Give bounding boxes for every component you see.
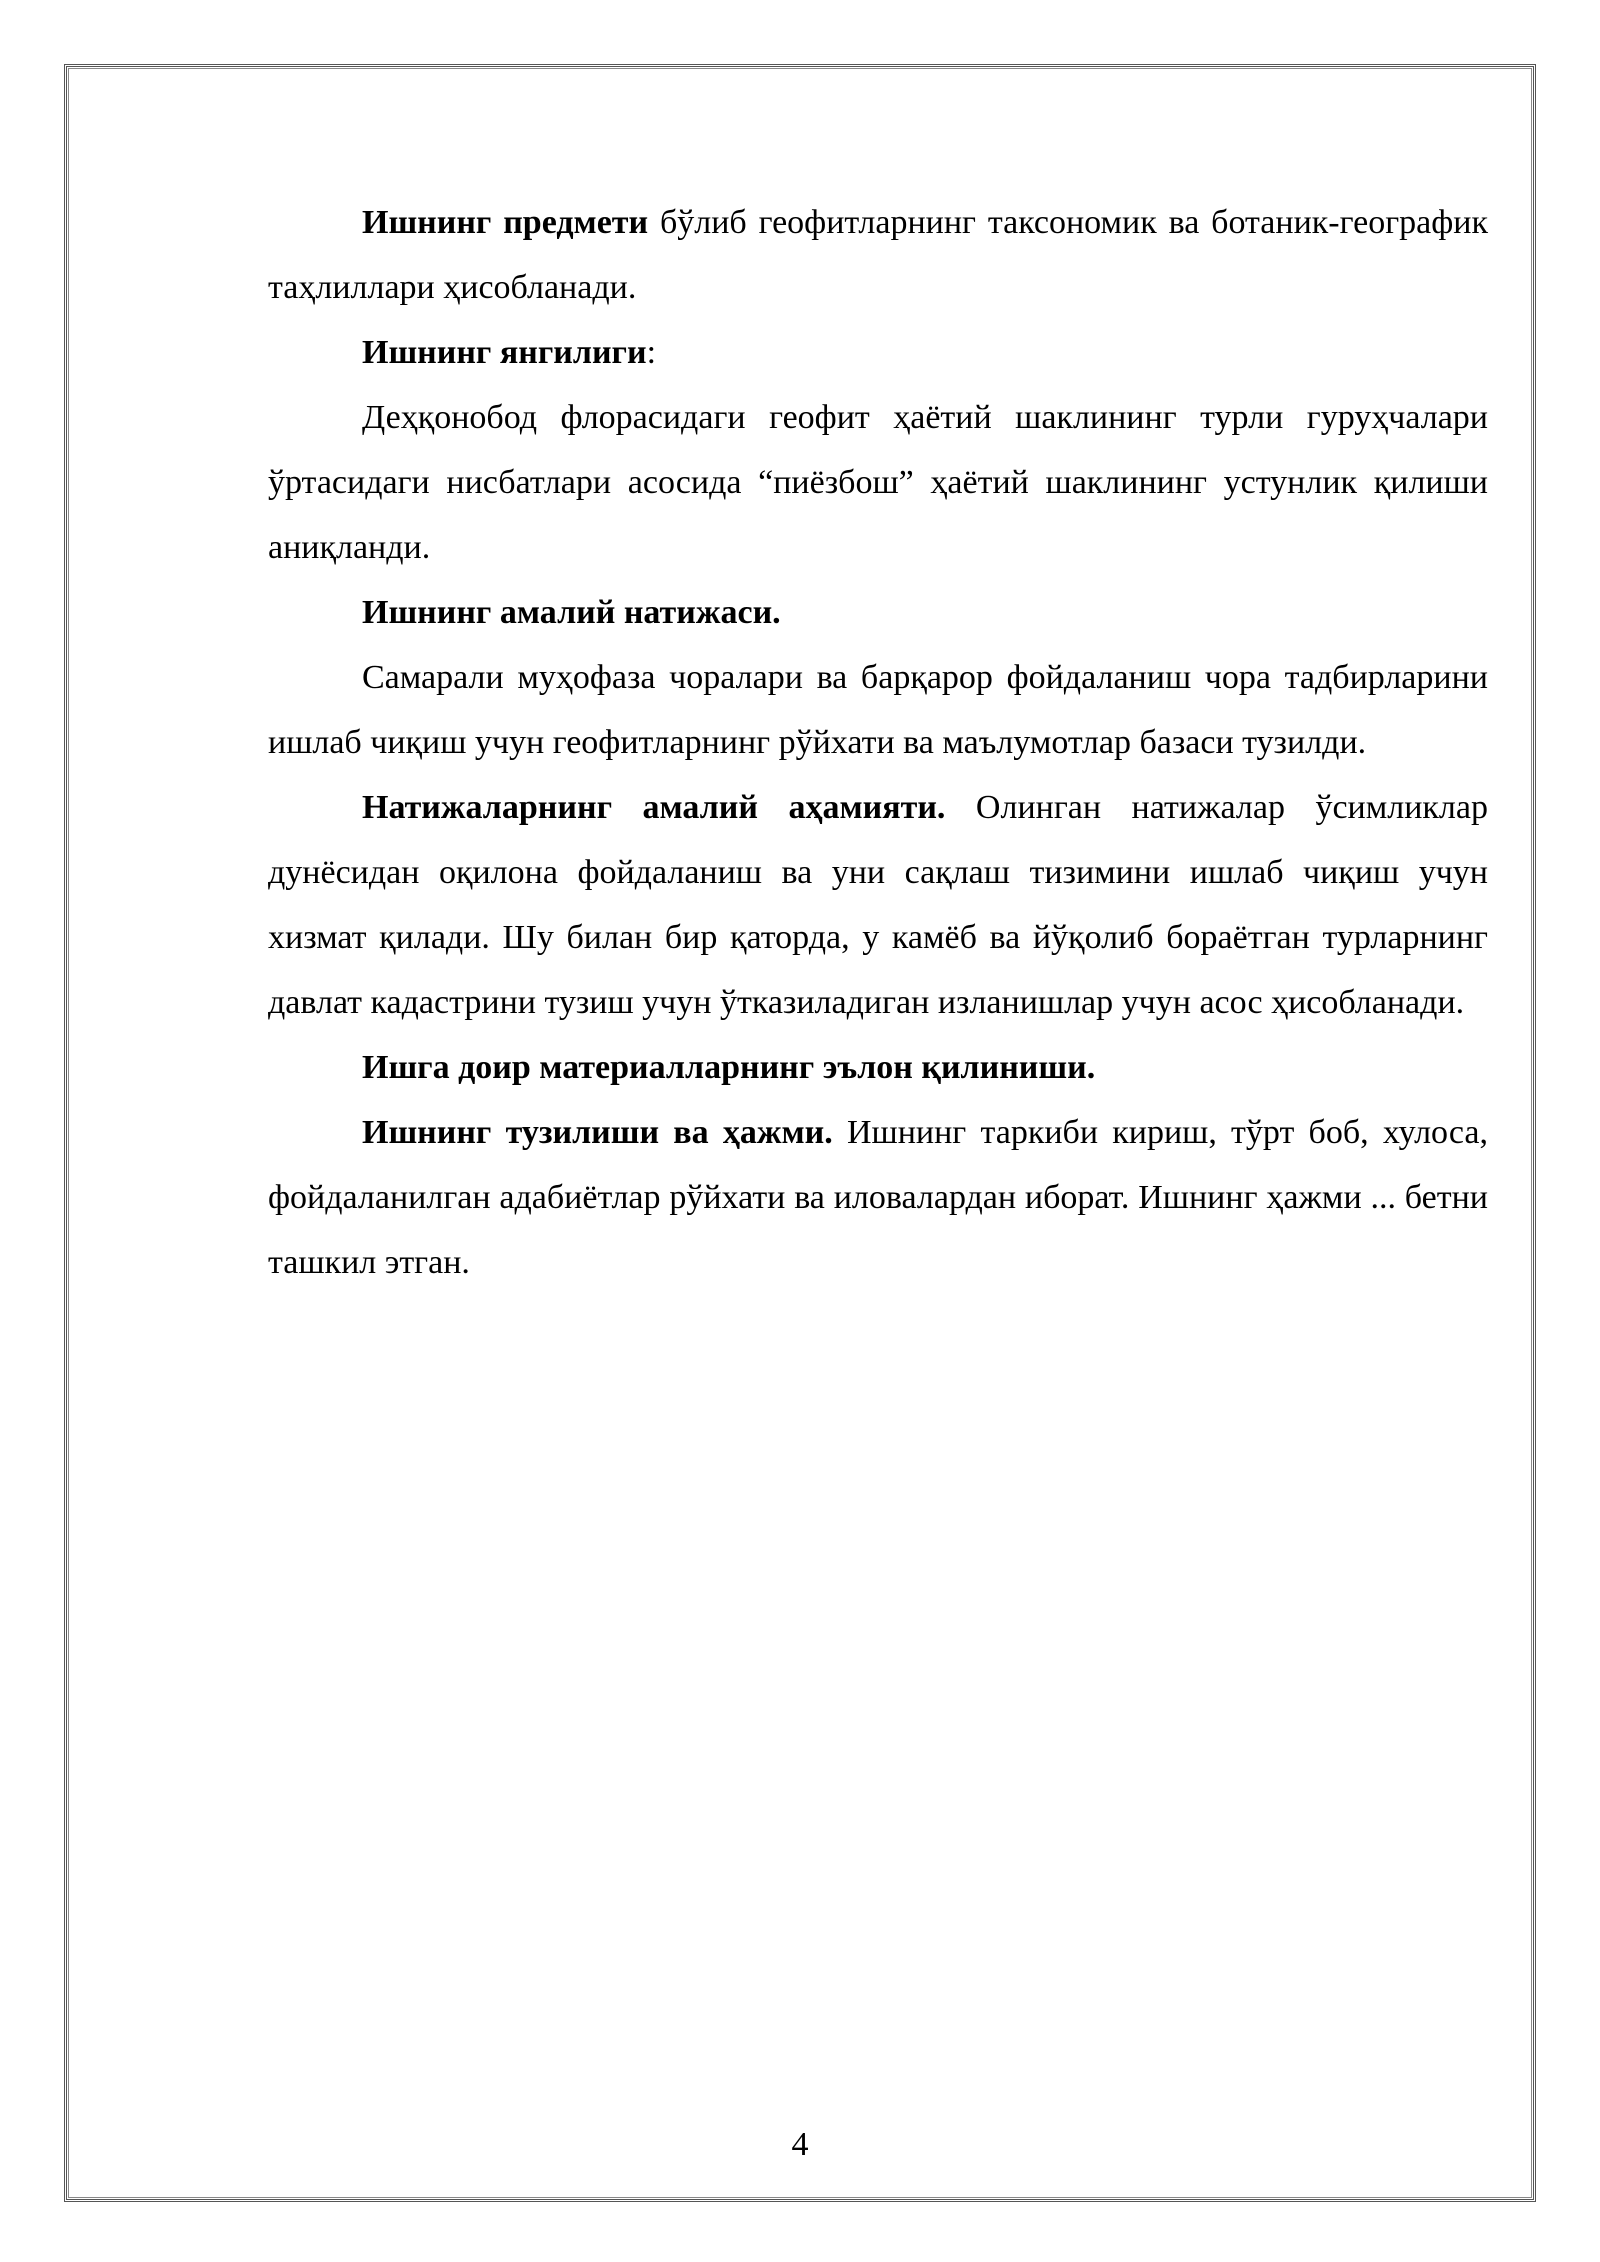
paragraph-heading: Ишнинг янгилиги — [362, 334, 647, 371]
paragraph-structure — [268, 1100, 1488, 1295]
paragraph-heading: Ишнинг тузилиши ва ҳажми. — [362, 1114, 833, 1151]
paragraph-text: Самарали муҳофаза чоралари ва барқарор фойдаланиш чора тадбирларини ишлаб чиқиш учун геофитларнинг рўйхати ва маълумотлар базаси тузилди. — [268, 659, 1488, 761]
paragraph-text: : — [646, 334, 657, 371]
paragraph-heading: Натижаларнинг амалий аҳамияти. — [362, 789, 946, 826]
paragraph-subject — [268, 190, 1488, 320]
paragraph-publication — [268, 1035, 1488, 1100]
paragraph-practical-result — [268, 645, 1488, 775]
paragraph-heading: Ишнинг амалий натижаси. — [362, 594, 781, 631]
paragraph-novelty — [268, 385, 1488, 580]
paragraph-text: Олинган натижалар ўсимликлар дунёсидан оқилона фойдаланиш ва уни сақлаш тизимини ишлаб чиқиш учун хизмат қилади. Шу билан бир қаторда, у камёб ва йўқолиб бораётган турларнинг давлат кадастрини тузиш учун ўтказиладиган изланишлар учун асос ҳисобланади. — [268, 789, 1488, 1021]
document-body — [268, 190, 1488, 1295]
paragraph-text: Деҳқонобод флорасидаги геофит ҳаётий шаклининг турли гуруҳчалари ўртасидаги нисбатлари асосида “пиёзбош” ҳаётий шаклининг устунлик қилиши аниқланди. — [268, 399, 1488, 566]
paragraph-heading: Ишнинг предмети — [362, 204, 649, 241]
paragraph-practical-significance — [268, 775, 1488, 1035]
paragraph-practical-result-heading — [268, 580, 1488, 645]
paragraph-text: бўлиб геофитларнинг таксономик ва ботаник-географик таҳлиллари ҳисобланади. — [268, 204, 1488, 306]
paragraph-heading: Ишга доир материалларнинг эълон қилиниши. — [362, 1049, 1096, 1086]
page-number: 4 — [791, 2126, 809, 2163]
paragraph-text: Ишнинг таркиби кириш, тўрт боб, хулоса, фойдаланилган адабиётлар рўйхати ва иловалардан иборат. Ишнинг ҳажми ... бетни ташкил этган. — [268, 1114, 1488, 1281]
paragraph-novelty-heading — [268, 320, 1488, 385]
